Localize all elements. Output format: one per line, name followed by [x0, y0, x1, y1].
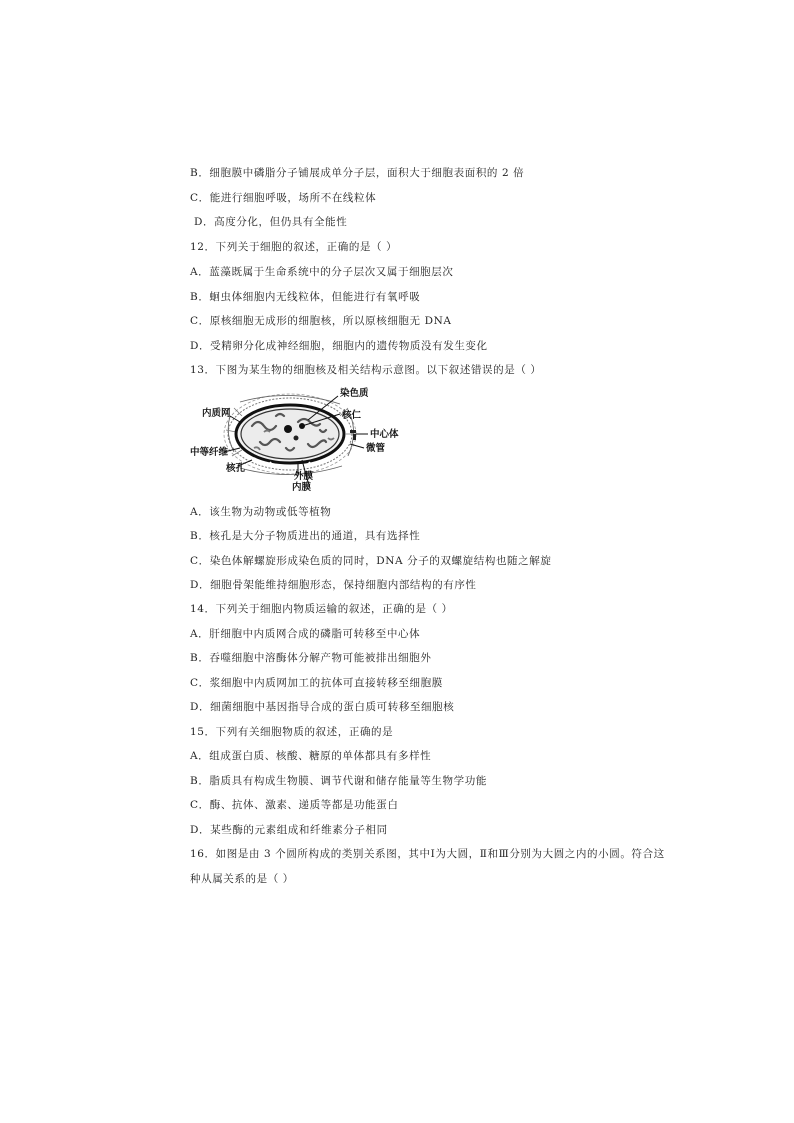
label-nucleolus: 核仁 — [342, 410, 362, 421]
label-intermediate-filament: 中等纤维 — [190, 447, 229, 458]
option-a: A．肝细胞中内质网合成的磷脂可转移至中心体 — [190, 628, 421, 640]
option-d: D．某些酶的元素组成和纤维素分子相同 — [190, 824, 388, 836]
option-b: B．蛔虫体细胞内无线粒体，但能进行有氧呼吸 — [190, 291, 421, 303]
question-16-cont: 种从属关系的是（ ） — [190, 873, 294, 885]
option-a: A．组成蛋白质、核酸、糖原的单体都具有多样性 — [190, 750, 432, 762]
question-14: 14．下列关于细胞内物质运输的叙述，正确的是（ ） — [190, 603, 453, 615]
label-microtubule: 微管 — [366, 443, 386, 454]
option-a: A．蓝藻既属于生命系统中的分子层次又属于细胞层次 — [190, 266, 454, 278]
question-15: 15．下列有关细胞物质的叙述，正确的是 — [190, 726, 394, 738]
text-line: D．高度分化，但仍具有全能性 — [194, 216, 348, 228]
option-c: C．酶、抗体、激素、递质等都是功能蛋白 — [190, 799, 399, 811]
option-b: B．脂质具有构成生物膜、调节代谢和储存能量等生物学功能 — [190, 775, 487, 787]
option-b: B．核孔是大分子物质进出的通道，具有选择性 — [190, 530, 421, 542]
question-12: 12．下列关于细胞的叙述，正确的是（ ） — [190, 241, 398, 253]
option-b: B．吞噬细胞中溶酶体分解产物可能被排出细胞外 — [190, 652, 432, 664]
label-nuclear-pore: 核孔 — [226, 463, 246, 474]
option-a: A．该生物为动物或低等植物 — [190, 506, 332, 518]
option-d: D．细胞骨架能维持细胞形态，保持细胞内部结构的有序性 — [190, 579, 477, 591]
label-outer-membrane: 外膜 — [294, 471, 314, 482]
option-c: C．原核细胞无成形的细胞核，所以原核细胞无 DNA — [190, 315, 452, 327]
question-13: 13．下图为某生物的细胞核及相关结构示意图。以下叙述错误的是（ ） — [190, 364, 542, 376]
question-16: 16．如图是由 3 个圆所构成的类别关系图，其中Ⅰ为大圆，Ⅱ和Ⅲ分别为大圆之内的小圆。符合这 — [190, 848, 665, 860]
option-d: D．细菌细胞中基因指导合成的蛋白质可转移至细胞核 — [190, 701, 455, 713]
nucleus-diagram — [190, 386, 410, 494]
label-chromatin: 染色质 — [340, 388, 369, 399]
text-line: C．能进行细胞呼吸，场所不在线粒体 — [190, 192, 377, 204]
option-c: C．染色体解螺旋形成染色质的同时，DNA 分子的双螺旋结构也随之解旋 — [190, 555, 552, 567]
label-er: 内质网 — [202, 408, 231, 419]
label-centriole: 中心体 — [370, 429, 399, 440]
option-d: D．受精卵分化成神经细胞，细胞内的遗传物质没有发生变化 — [190, 340, 488, 352]
label-inner-membrane: 内膜 — [292, 482, 312, 493]
option-c: C．浆细胞中内质网加工的抗体可直接转移至细胞膜 — [190, 677, 443, 689]
text-line: B．细胞膜中磷脂分子铺展成单分子层，面积大于细胞表面积的 2 倍 — [190, 167, 525, 179]
